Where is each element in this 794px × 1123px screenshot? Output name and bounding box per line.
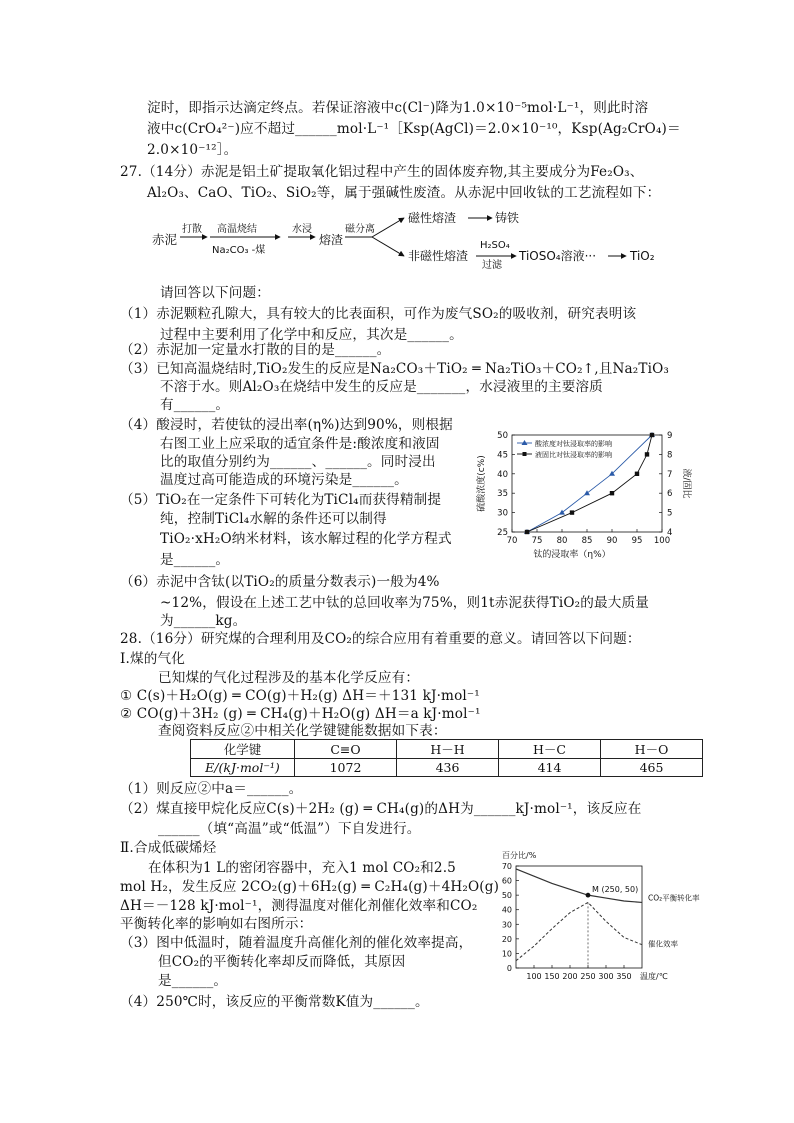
flow-na2co3: Na₂CO₃ -煤 bbox=[212, 245, 266, 256]
flow-arrow bbox=[372, 237, 404, 256]
point-m bbox=[586, 893, 591, 898]
flow-cixing: 磁性熔渣 bbox=[408, 211, 457, 225]
annotation-m: M (250, 50) bbox=[592, 885, 639, 895]
text-line: （4）酸浸时，若使钛的浸出率(η%)达到90%，则根据 bbox=[120, 417, 453, 433]
text-line: （1）则反应②中a＝______。 bbox=[120, 781, 303, 797]
y2-tick-label: 4 bbox=[667, 528, 673, 538]
table-row-label: E/(kJ·mol⁻¹) bbox=[191, 759, 295, 777]
point-ratio bbox=[635, 472, 639, 476]
flow-cifenli: 磁分离 bbox=[345, 224, 375, 235]
text-line: 2.0×10⁻¹²］。 bbox=[147, 142, 238, 158]
x-tick-label: 100 bbox=[653, 536, 671, 546]
text-line: （5）TiO₂在一定条件下可转化为TiCl₄而获得精制提 bbox=[120, 492, 442, 508]
flow-shuijin: 水浸 bbox=[292, 224, 312, 235]
chart-temperature-effect bbox=[482, 848, 704, 998]
text-line: ~12%，假设在上述工艺中钛的总回收率为75%，则1t赤泥获得TiO₂的最大质量 bbox=[160, 595, 649, 611]
legend-marker-ratio bbox=[523, 452, 527, 456]
flow-gaowen: 高温烧结 bbox=[217, 224, 257, 235]
text-line: 温度过高可能造成的环境污染是______。 bbox=[160, 472, 408, 488]
text-line: 不溶于水。则Al₂O₃在烧结中发生的反应是_______，水浸液里的主要溶质 bbox=[160, 379, 603, 395]
section-heading: Ⅱ.合成低碳烯烃 bbox=[120, 840, 217, 856]
text-line: （1）赤泥颗粒孔隙大，具有较大的比表面积，可作为废气SO₂的吸收剂，研究表明该 bbox=[120, 306, 637, 322]
y-tick-label: 45 bbox=[497, 450, 508, 461]
text-line: 已知煤的气化过程涉及的基本化学反应有： bbox=[158, 670, 420, 686]
legend-label-ratio: 液固比对钛浸取率的影响 bbox=[535, 451, 612, 459]
equation-2: ② CO(g)＋3H₂ (g) ═ CH₄(g)＋H₂O(g) ΔH＝a kJ·mol⁻¹ bbox=[120, 706, 481, 722]
table-header: H－C bbox=[499, 740, 601, 759]
text-line: （6）赤泥中含钛(以TiO₂的质量分数表示)一般为4% bbox=[120, 574, 440, 590]
y2-axis-label: 液/固比 bbox=[681, 468, 691, 499]
flow-zhutie: 铸铁 bbox=[495, 211, 520, 225]
text-line: 但CO₂的平衡转化率却反而降低，其原因 bbox=[158, 954, 406, 970]
series-line-ratio bbox=[527, 435, 652, 532]
text-line: 淀时，即指示达滴定终点。若保证溶液中c(Cl⁻)降为1.0×10⁻⁵mol·L⁻¹，则此时溶 bbox=[147, 100, 649, 116]
text-line: TiO₂·xH₂O纳米材料，该水解过程的化学方程式 bbox=[160, 531, 452, 547]
x-tick-label: 75 bbox=[531, 536, 543, 546]
y-tick-label: 30 bbox=[497, 508, 508, 519]
y-tick-label: 60 bbox=[501, 876, 512, 886]
y2-tick-label: 8 bbox=[667, 450, 673, 461]
text-line: 比的取值分别约为______、______。同时浸出 bbox=[160, 454, 436, 470]
x-tick-label: 95 bbox=[631, 536, 643, 546]
text-line: （2）赤泥加一定量水打散的目的是______。 bbox=[120, 342, 391, 358]
y2-tick-label: 7 bbox=[667, 469, 673, 480]
text-line: 有______。 bbox=[160, 397, 230, 413]
point-ratio bbox=[525, 530, 529, 534]
text-line: 在体积为1 L的密闭容器中，充入1 mol CO₂和2.5 bbox=[148, 860, 456, 876]
point-ratio bbox=[610, 491, 614, 495]
x-tick-label: 90 bbox=[606, 536, 618, 546]
y-tick-label: 25 bbox=[497, 528, 508, 538]
plot-frame bbox=[512, 435, 662, 532]
y-tick-label: 50 bbox=[501, 891, 512, 901]
table-cell: 465 bbox=[601, 759, 703, 777]
text-line: （3）图中低温时，随着温度升高催化剂的催化效率提高， bbox=[120, 935, 473, 951]
text-line: （2）煤直接甲烷化反应C(s)＋2H₂ (g) ═ CH₄(g)的ΔH为______kJ·mol⁻¹，该反应在 bbox=[120, 801, 642, 817]
chart-leaching-rate bbox=[470, 420, 700, 585]
question-28-header: 28.（16分）研究煤的合理利用及CO₂的综合应用有着重要的意义。请回答以下问题： bbox=[120, 631, 641, 647]
x-axis-label: 钛的浸取率（η%） bbox=[533, 550, 611, 560]
x-tick-label: 70 bbox=[506, 536, 518, 546]
table-cell: 414 bbox=[499, 759, 601, 777]
y-tick-label: 0 bbox=[506, 964, 512, 973]
text-line: 是______。 bbox=[158, 973, 228, 989]
y2-tick-label: 5 bbox=[667, 508, 673, 519]
x-tick-label: 85 bbox=[581, 536, 593, 546]
flow-h2so4: H₂SO₄ bbox=[480, 240, 510, 251]
y-axis-label: 百分比/% bbox=[502, 851, 537, 860]
y-tick-label: 40 bbox=[501, 905, 512, 915]
series-label-efficiency: 催化效率 bbox=[648, 939, 678, 949]
table-header: C≡O bbox=[295, 740, 397, 759]
x-tick-label: 250 bbox=[580, 972, 596, 981]
text-line: 纯，控制TiCl₄水解的条件还可以制得 bbox=[160, 511, 387, 527]
flow-lz: 熔渣 bbox=[319, 233, 344, 247]
flow-tio2: TiO₂ bbox=[630, 249, 655, 263]
y-tick-label: 35 bbox=[497, 489, 508, 500]
y-tick-label: 20 bbox=[501, 934, 512, 944]
flow-tioso4: TiOSO₄溶液··· bbox=[519, 249, 597, 263]
y-tick-label: 40 bbox=[497, 469, 508, 480]
flow-dasan: 打散 bbox=[182, 224, 202, 235]
point-acid bbox=[584, 490, 590, 495]
x-tick-label: 200 bbox=[562, 972, 578, 981]
flow-feicixing: 非磁性熔渣 bbox=[408, 249, 469, 263]
text-line: （3）已知高温烧结时,TiO₂发生的反应是Na₂CO₃＋TiO₂ ═ Na₂TiO₃＋CO₂↑,且Na₂TiO₃ bbox=[120, 361, 669, 377]
x-axis-label: 温度/℃ bbox=[640, 972, 668, 981]
text-line: 请回答以下问题： bbox=[160, 285, 270, 301]
table-header: H－O bbox=[601, 740, 703, 759]
x-tick-label: 300 bbox=[598, 972, 614, 981]
flow-chini: 赤泥 bbox=[152, 232, 178, 247]
text-line: ΔH＝－128 kJ·mol⁻¹，测得温度对催化剂催化效率和CO₂ bbox=[120, 898, 478, 914]
text-line: （4）250℃时，该反应的平衡常数K值为______。 bbox=[120, 994, 429, 1010]
y-tick-label: 10 bbox=[501, 949, 512, 959]
text-line: 为______kg。 bbox=[160, 613, 247, 629]
y2-tick-label: 9 bbox=[667, 431, 673, 441]
point-ratio bbox=[645, 452, 649, 456]
text-line: 是______。 bbox=[160, 552, 230, 568]
question-27-header: 27.（14分）赤泥是铝土矿提取氧化铝过程中产生的固体废弃物,其主要成分为Fe₂O₃、 bbox=[120, 164, 644, 180]
point-acid bbox=[559, 510, 565, 515]
flow-guolv: 过滤 bbox=[482, 260, 502, 270]
point-ratio bbox=[570, 510, 574, 514]
x-tick-label: 100 bbox=[526, 972, 542, 981]
text-line: 液中c(CrO₄²⁻)应不超过______mol·L⁻¹［Ksp(AgCl)＝2.0×10⁻¹⁰，Ksp(Ag₂CrO₄)＝ bbox=[147, 121, 681, 137]
x-tick-label: 80 bbox=[556, 536, 568, 546]
table-cell: 1072 bbox=[295, 759, 397, 777]
legend-marker-acid bbox=[522, 440, 528, 445]
text-line: 查阅资料反应②中相关化学键键能数据如下表： bbox=[158, 723, 447, 739]
y-tick-label: 50 bbox=[497, 431, 508, 441]
series-label-conversion: CO₂平衡转化率 bbox=[648, 893, 700, 903]
plot-frame bbox=[516, 866, 642, 968]
x-tick-label: 150 bbox=[544, 972, 560, 981]
y-tick-label: 30 bbox=[501, 920, 512, 930]
flow-arrow bbox=[372, 218, 404, 237]
y2-tick-label: 6 bbox=[667, 489, 673, 500]
point-ratio bbox=[650, 433, 654, 437]
x-tick-label: 350 bbox=[616, 972, 632, 981]
bond-energy-table bbox=[190, 739, 703, 777]
text-line: ______（填“高温”或“低温”）下自发进行。 bbox=[158, 821, 421, 837]
series-line-acid bbox=[527, 435, 652, 532]
text-line: 右图工业上应采取的适宜条件是:酸浓度和液固 bbox=[160, 436, 440, 452]
text-line: Al₂O₃、CaO、TiO₂、SiO₂等，属于强碱性废渣。从赤泥中回收钛的工艺流程如下： bbox=[147, 185, 661, 201]
text-line: 平衡转化率的影响如右图所示： bbox=[120, 916, 313, 932]
process-flow-diagram bbox=[150, 206, 670, 270]
legend-label-acid: 酸浓度对钛浸取率的影响 bbox=[535, 440, 612, 448]
series-line-efficiency bbox=[516, 902, 642, 960]
text-line: mol H₂，发生反应 2CO₂(g)＋6H₂(g) ═ C₂H₄(g)＋4H₂O(g) bbox=[120, 879, 500, 895]
text-line: 过程中主要利用了化学中和反应，其次是______。 bbox=[160, 327, 463, 343]
y-tick-label: 70 bbox=[501, 862, 512, 871]
equation-1: ① C(s)＋H₂O(g) ═ CO(g)＋H₂(g) ΔH＝＋131 kJ·mol⁻¹ bbox=[120, 688, 480, 704]
table-header: 化学键 bbox=[191, 740, 295, 759]
table-cell: 436 bbox=[397, 759, 499, 777]
y-axis-label: 硫酸浓度(c%) bbox=[477, 455, 487, 512]
table-header: H－H bbox=[397, 740, 499, 759]
section-heading: Ⅰ.煤的气化 bbox=[120, 651, 185, 667]
